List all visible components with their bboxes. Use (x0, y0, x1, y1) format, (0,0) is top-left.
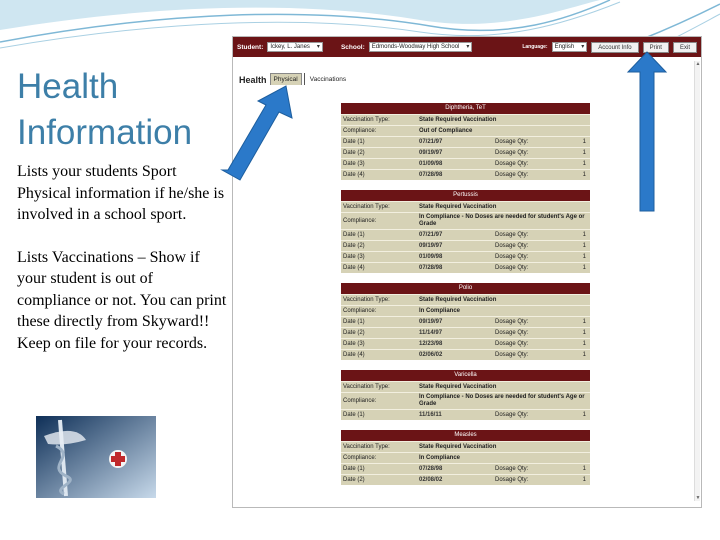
vaccine-name: Polio (341, 283, 590, 294)
dosage-qty: 1 (582, 265, 586, 271)
vaccination-card (341, 103, 590, 180)
dose-label: Date (3) (343, 161, 365, 167)
dose-label: Date (1) (343, 466, 365, 472)
compliance-label: Compliance: (343, 398, 377, 404)
table-row (341, 294, 590, 305)
table-row (341, 158, 590, 169)
skyward-screenshot (232, 36, 702, 508)
table-row (341, 262, 590, 273)
table-row (341, 136, 590, 147)
vaccination-card (341, 283, 590, 360)
table-row (341, 240, 590, 251)
dosage-qty: 1 (582, 477, 586, 483)
dose-label: Date (2) (343, 477, 365, 483)
table-row (341, 474, 590, 485)
table-row (341, 305, 590, 316)
top-toolbar (233, 37, 701, 57)
compliance-value: In Compliance - No Doses are needed for student's Age or Grade (419, 214, 585, 227)
dosage-qty-label: Dosage Qty: (495, 319, 529, 325)
compliance-value: Out of Compliance (419, 127, 473, 134)
dose-date: 07/21/97 (419, 139, 443, 145)
dosage-qty-label: Dosage Qty: (495, 243, 529, 249)
dosage-qty: 1 (582, 466, 586, 472)
type-label: Vaccination Type: (343, 204, 390, 210)
dose-label: Date (1) (343, 232, 365, 238)
type-value: State Required Vaccination (419, 296, 497, 303)
compliance-label: Compliance: (343, 128, 377, 134)
table-row (341, 349, 590, 360)
dose-date: 07/28/98 (419, 466, 443, 472)
dose-date: 09/19/97 (419, 243, 443, 249)
dose-date: 07/21/97 (419, 232, 443, 238)
compliance-label: Compliance: (343, 308, 377, 314)
compliance-label: Compliance: (343, 218, 377, 224)
scrollbar[interactable] (694, 61, 700, 501)
vaccination-records (341, 103, 590, 495)
table-row (341, 125, 590, 136)
tab-physical[interactable]: Physical (270, 73, 302, 85)
account-info-button[interactable]: Account Info (591, 42, 638, 53)
table-row (341, 114, 590, 125)
student-label: Student: (237, 43, 264, 51)
dosage-qty-label: Dosage Qty: (495, 254, 529, 260)
dose-date: 09/19/97 (419, 150, 443, 156)
table-row (341, 147, 590, 158)
dosage-qty-label: Dosage Qty: (495, 232, 529, 238)
dosage-qty: 1 (582, 319, 586, 325)
dosage-qty-label: Dosage Qty: (495, 352, 529, 358)
compliance-value: In Compliance (419, 454, 461, 461)
table-row (341, 392, 590, 409)
type-value: State Required Vaccination (419, 383, 497, 390)
table-row (341, 463, 590, 474)
table-row (341, 201, 590, 212)
dose-date: 07/28/98 (419, 172, 443, 178)
dose-label: Date (2) (343, 243, 365, 249)
table-row (341, 327, 590, 338)
student-select[interactable]: Ickey, L. Janes ▾ (267, 42, 323, 52)
dose-date: 01/09/98 (419, 161, 443, 167)
table-row (341, 251, 590, 262)
dosage-qty: 1 (582, 254, 586, 260)
vaccine-name: Pertussis (341, 190, 590, 201)
table-row (341, 441, 590, 452)
dosage-qty-label: Dosage Qty: (495, 412, 529, 418)
language-label: Language: (522, 44, 548, 50)
scroll-down-icon[interactable]: ▼ (695, 495, 701, 501)
exit-button[interactable]: Exit (673, 42, 697, 53)
slide-body (17, 161, 227, 375)
dose-label: Date (1) (343, 139, 365, 145)
vaccination-description: Lists Vaccinations – Show if your student is out of compliance or not. You can print these directly from Skyward!! Keep on file for your records. (17, 248, 227, 352)
vaccine-name: Diphtheria, TeT (341, 103, 590, 114)
table-row (341, 316, 590, 327)
dosage-qty-label: Dosage Qty: (495, 161, 529, 167)
caduceus-image (36, 416, 156, 498)
dosage-qty: 1 (582, 150, 586, 156)
dose-label: Date (2) (343, 330, 365, 336)
dosage-qty: 1 (582, 341, 586, 347)
dose-date: 12/23/98 (419, 341, 443, 347)
dosage-qty-label: Dosage Qty: (495, 265, 529, 271)
dosage-qty: 1 (582, 412, 586, 418)
table-row (341, 381, 590, 392)
compliance-value: In Compliance - No Doses are needed for student's Age or Grade (419, 394, 585, 407)
dose-date: 07/28/98 (419, 265, 443, 271)
table-row (341, 229, 590, 240)
dose-label: Date (3) (343, 254, 365, 260)
dosage-qty-label: Dosage Qty: (495, 341, 529, 347)
dose-label: Date (1) (343, 412, 365, 418)
vaccination-card (341, 370, 590, 420)
dose-date: 02/08/02 (419, 477, 443, 483)
dose-label: Date (4) (343, 265, 365, 271)
dosage-qty-label: Dosage Qty: (495, 150, 529, 156)
dosage-qty: 1 (582, 161, 586, 167)
type-label: Vaccination Type: (343, 297, 390, 303)
dose-label: Date (1) (343, 319, 365, 325)
dosage-qty: 1 (582, 172, 586, 178)
dosage-qty: 1 (582, 232, 586, 238)
type-value: State Required Vaccination (419, 203, 497, 210)
compliance-value: In Compliance (419, 307, 461, 314)
slide-title: Health Information (17, 67, 193, 152)
type-value: State Required Vaccination (419, 443, 497, 450)
compliance-label: Compliance: (343, 455, 377, 461)
dosage-qty-label: Dosage Qty: (495, 139, 529, 145)
scroll-up-icon[interactable]: ▲ (695, 61, 701, 67)
table-row (341, 212, 590, 229)
dose-date: 01/09/98 (419, 254, 443, 260)
tab-vaccinations[interactable]: Vaccinations (307, 74, 349, 85)
dosage-qty-label: Dosage Qty: (495, 330, 529, 336)
type-label: Vaccination Type: (343, 444, 390, 450)
language-select[interactable]: English ▾ (552, 42, 588, 52)
table-row (341, 409, 590, 420)
dose-label: Date (4) (343, 172, 365, 178)
table-row (341, 452, 590, 463)
dosage-qty: 1 (582, 330, 586, 336)
vaccine-name: Measles (341, 430, 590, 441)
type-value: State Required Vaccination (419, 116, 497, 123)
dose-label: Date (4) (343, 352, 365, 358)
dosage-qty: 1 (582, 352, 586, 358)
dosage-qty-label: Dosage Qty: (495, 172, 529, 178)
dosage-qty-label: Dosage Qty: (495, 477, 529, 483)
tab-divider (304, 73, 305, 85)
vaccine-name: Varicella (341, 370, 590, 381)
type-label: Vaccination Type: (343, 384, 390, 390)
dosage-qty: 1 (582, 243, 586, 249)
print-button[interactable]: Print (643, 42, 669, 53)
school-select[interactable]: Edmonds-Woodway High School ▾ (369, 42, 473, 52)
type-label: Vaccination Type: (343, 117, 390, 123)
vaccination-card (341, 430, 590, 485)
health-heading: Health (239, 75, 267, 85)
dose-date: 11/14/97 (419, 330, 443, 336)
school-label: School: (340, 43, 365, 51)
dose-date: 11/16/11 (419, 412, 442, 418)
table-row (341, 169, 590, 180)
dose-date: 02/06/02 (419, 352, 443, 358)
health-tabs (239, 73, 349, 85)
dosage-qty: 1 (582, 139, 586, 145)
table-row (341, 338, 590, 349)
dose-label: Date (3) (343, 341, 365, 347)
dose-label: Date (2) (343, 150, 365, 156)
physical-description: Lists your students Sport Physical information if he/she is involved in a school sport. (17, 163, 225, 223)
dose-date: 09/19/97 (419, 319, 443, 325)
vaccination-card (341, 190, 590, 273)
dosage-qty-label: Dosage Qty: (495, 466, 529, 472)
